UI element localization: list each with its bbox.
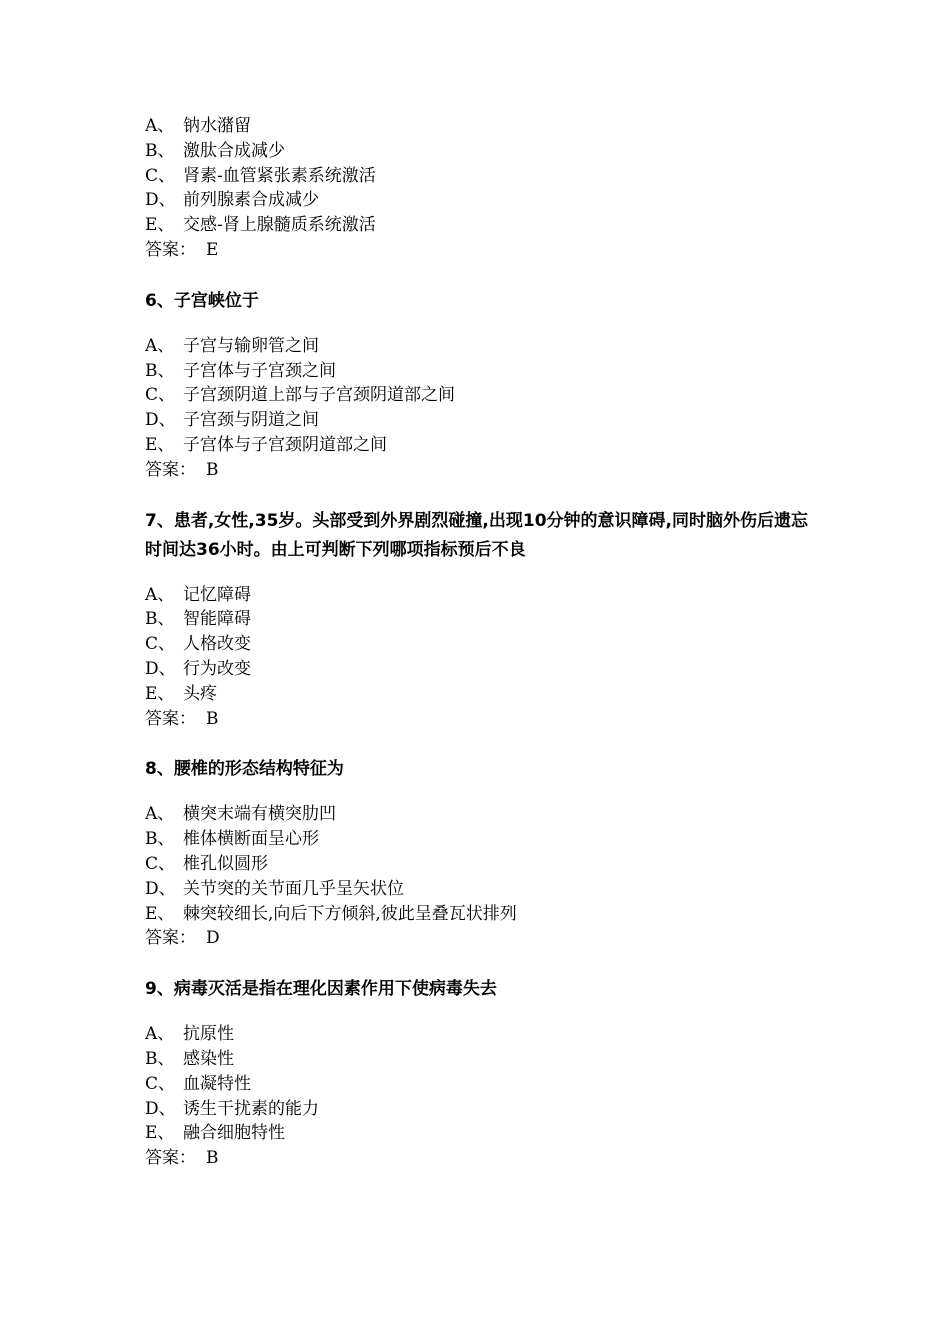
answer-line: 答案： B xyxy=(145,459,219,480)
option-a: A、 子宫与输卵管之间 xyxy=(145,335,319,356)
question-7-block xyxy=(145,507,815,732)
option-c: C、 肾素-血管紧张素系统激活 xyxy=(145,165,376,186)
option-b: B、 智能障碍 xyxy=(145,609,251,630)
option-c: C、 椎孔似圆形 xyxy=(145,853,268,874)
answer-line: 答案： D xyxy=(145,928,220,949)
option-c: C、 子宫颈阴道上部与子宫颈阴道部之间 xyxy=(145,385,455,406)
question-title: 9、病毒灭活是指在理化因素作用下使病毒失去 xyxy=(145,979,497,1000)
answer-line: 答案： E xyxy=(145,239,219,260)
option-b: B、 感染性 xyxy=(145,1048,234,1069)
option-e: E、 头疼 xyxy=(145,683,217,704)
question-8-block xyxy=(145,755,815,951)
option-a: A、 钠水潴留 xyxy=(145,116,251,136)
option-d: D、 子宫颈与阴道之间 xyxy=(145,410,319,431)
question-6-block xyxy=(145,287,815,483)
option-a: A、 横突末端有横突肋凹 xyxy=(145,804,336,825)
option-d: D、 诱生干扰素的能力 xyxy=(145,1098,319,1119)
option-d: D、 前列腺素合成减少 xyxy=(145,190,319,211)
option-a: A、 记忆障碍 xyxy=(145,584,251,605)
question-title: 8、腰椎的形态结构特征为 xyxy=(145,759,344,780)
option-b: B、 子宫体与子宫颈之间 xyxy=(145,360,336,381)
option-c: C、 血凝特性 xyxy=(145,1073,251,1094)
option-d: D、 行为改变 xyxy=(145,658,251,679)
question-9-block xyxy=(145,975,815,1171)
exam-page xyxy=(145,114,815,1171)
option-e: E、 子宫体与子宫颈阴道部之间 xyxy=(145,434,387,455)
answer-line: 答案： B xyxy=(145,708,219,729)
option-b: B、 激肽合成减少 xyxy=(145,140,285,161)
question-title: 7、患者,女性,35岁。头部受到外界剧烈碰撞,出现10分钟的意识障碍,同时脑外伤后遗忘时间达36小时。由上可判断下列哪项指标预后不良 xyxy=(145,510,808,560)
answer-line: 答案： B xyxy=(145,1148,219,1169)
question-title: 6、子宫峡位于 xyxy=(145,290,259,311)
option-c: C、 人格改变 xyxy=(145,634,251,655)
option-e: E、 交感-肾上腺髓质系统激活 xyxy=(145,215,376,236)
option-e: E、 融合细胞特性 xyxy=(145,1123,285,1144)
option-a: A、 抗原性 xyxy=(145,1024,234,1045)
option-e: E、 棘突较细长,向后下方倾斜,彼此呈叠瓦状排列 xyxy=(145,903,517,924)
option-d: D、 关节突的关节面几乎呈矢状位 xyxy=(145,878,404,899)
option-b: B、 椎体横断面呈心形 xyxy=(145,829,319,850)
question-5-block xyxy=(145,114,815,263)
